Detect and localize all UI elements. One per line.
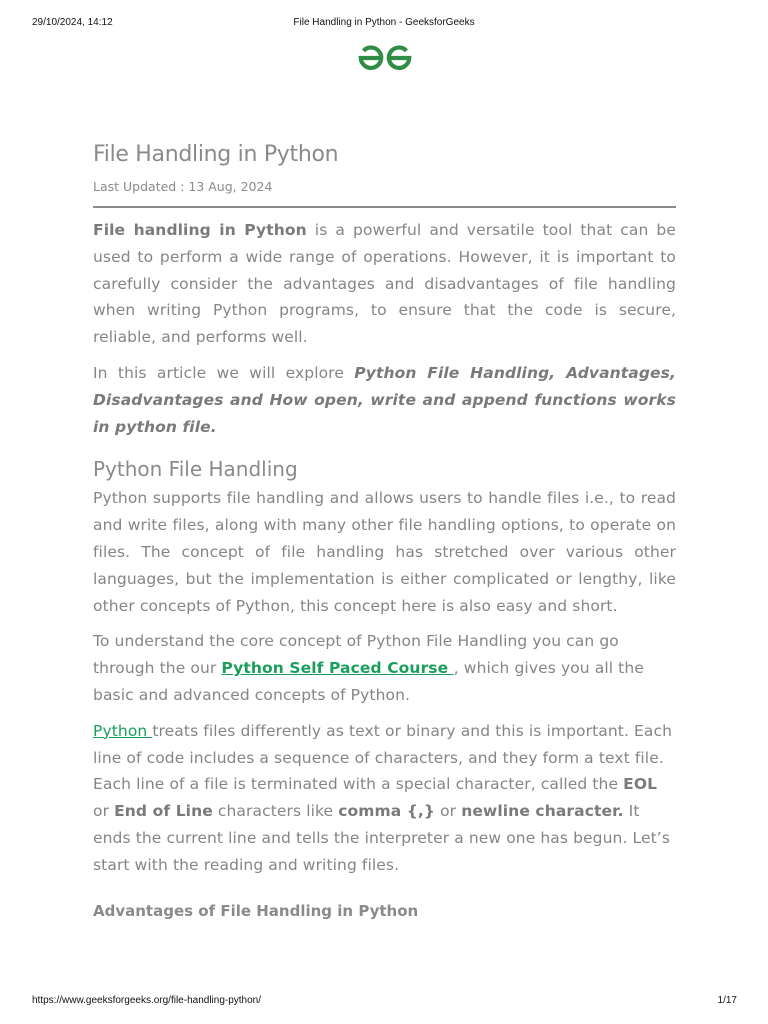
print-page-title: File Handling in Python - GeeksforGeeks	[293, 17, 475, 28]
intro-paragraph	[93, 217, 676, 351]
explore-lead: In this article we will explore	[93, 363, 355, 382]
eol-paragraph	[93, 718, 676, 879]
article-title: File Handling in Python	[93, 142, 339, 167]
intro-text: is a powerful and versatile tool that can be used to perform a wide range of operations. However, it is important to carefully consider the advantages and disadvantages of file handling when writing Python programs, to ensure that the code is secure, reliable, and performs well.	[93, 221, 676, 347]
advantages-heading: Advantages of File Handling in Python	[93, 901, 419, 920]
print-header	[0, 17, 768, 31]
print-date: 29/10/2024, 14:12	[32, 17, 113, 28]
course-text-before: To understand the core concept of Python File Handling you can go through the our	[93, 632, 619, 678]
intro-bold: File handling in Python	[93, 221, 307, 239]
eol-text-2: or	[93, 802, 115, 821]
page-url: https://www.geeksforgeeks.org/file-handling-python/	[32, 995, 262, 1006]
article	[93, 138, 676, 923]
eol-text-1: treats files differently as text or binary and this is important. Each line of code includes a sequence of characters, and they form a text file. Each line of a file is terminated with a special character, called the	[93, 721, 673, 794]
python-link[interactable]: Python	[93, 721, 153, 740]
explore-paragraph	[93, 360, 676, 440]
page-number: 1/17	[717, 995, 737, 1006]
file-handling-paragraph: Python supports file handling and allows users to handle files i.e., to read and write files, along with many other file handling options, to operate on files. The concept of file handling has stretched over various other languages, but the implementation is either complicated or lengthy, like other concepts of Python, this concept here is also easy and short.	[93, 489, 676, 615]
print-footer	[0, 995, 768, 1009]
section-heading-file-handling: Python File Handling	[93, 457, 298, 482]
explore-emphasis: Python File Handling, Advantages, Disadvantages and How open, write and append functions works in python file.	[93, 363, 676, 436]
course-text-after: , which gives you all the basic and advanced concepts of Python.	[93, 659, 644, 704]
eol-bold: EOL	[623, 775, 658, 794]
eol-text-3: characters like	[212, 802, 339, 821]
eol-text-4: or	[435, 802, 462, 821]
comma-bold: comma {,}	[338, 802, 436, 821]
course-paragraph	[93, 628, 676, 708]
newline-bold: newline character.	[461, 802, 624, 821]
end-of-line-bold: End of Line	[114, 802, 213, 821]
geeksforgeeks-logo-icon[interactable]	[356, 44, 414, 72]
title-divider	[93, 206, 676, 208]
python-course-link[interactable]: Python Self Paced Course	[221, 659, 454, 678]
last-updated: Last Updated : 13 Aug, 2024	[93, 179, 273, 194]
eol-text-5: It ends the current line and tells the interpreter a new one has begun. Let’s start with the reading and writing files.	[93, 802, 671, 874]
